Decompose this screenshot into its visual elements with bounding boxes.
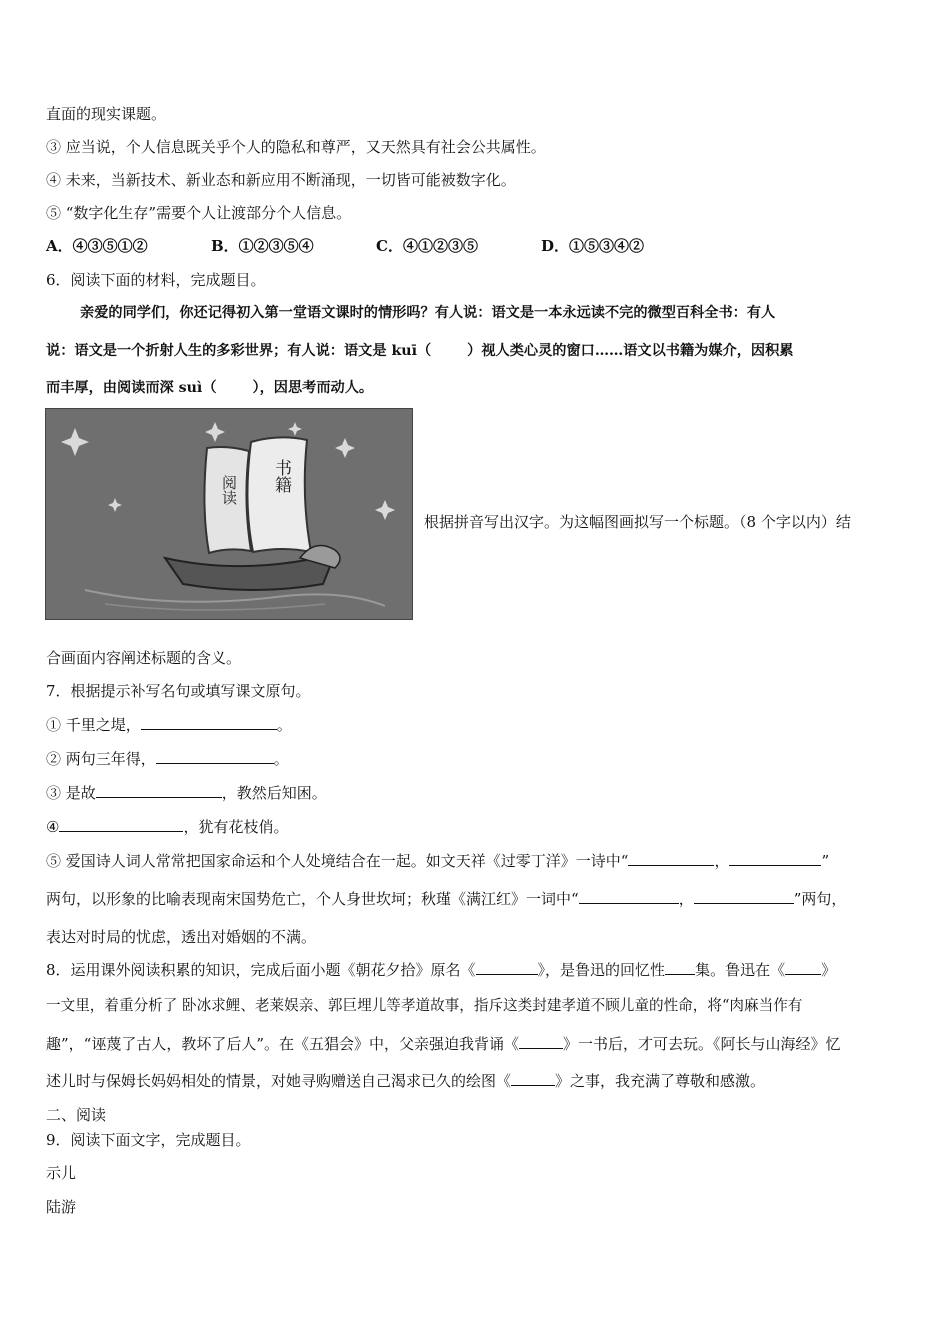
figure-side-text: 根据拼音写出汉字。为这幅图画拟写一个标题。（8 个字以内）结 (424, 513, 851, 531)
poem-author: 陆游 (46, 1198, 77, 1216)
statement-5: ⑤ “数字化生存”需要个人让渡部分个人信息。 (46, 204, 352, 222)
answer-blank[interactable] (579, 889, 679, 904)
figure-text-continued: 合画面内容阐述标题的含义。 (46, 649, 242, 667)
section-heading: 二、阅读 (46, 1106, 107, 1124)
statement-4: ④ 未来，当新技术、新业态和新应用不断涌现，一切皆可能被数字化。 (46, 171, 516, 189)
option-c[interactable]: C．④①②③⑤ (376, 237, 478, 255)
fill-line: ④ ，犹有花枝俏。 (46, 818, 289, 836)
answer-blank[interactable] (694, 889, 794, 904)
fill-line: ③ 是故 ，教然后知困。 (46, 784, 327, 802)
sail-left-text: 阅读 (220, 475, 238, 505)
sail-right-text: 书籍 (271, 459, 291, 493)
answer-blank[interactable] (476, 960, 538, 975)
option-d[interactable]: D．①⑤③④② (541, 237, 645, 255)
fill-line: ⑤ 爱国诗人词人常常把国家命运和个人处境结合在一起。如文天祥《过零丁洋》一诗中“ ， ” (46, 852, 830, 870)
answer-blank[interactable] (729, 851, 821, 866)
option-a[interactable]: A．④③⑤①② (46, 237, 148, 255)
text-line: 表达对时局的忧虑，透出对婚姻的不满。 (46, 928, 317, 946)
passage-line: 而丰厚，由阅读而深 suì（ ），因思考而动人。 (46, 380, 374, 396)
passage-line: 亲爱的同学们，你还记得初入第一堂语文课时的情形吗？有人说：语文是一本永远读不完的微型百科全书：有人 (80, 305, 776, 321)
question-8-line: 一文里，着重分析了 卧冰求鲤、老莱娱亲、郭巨埋儿等孝道故事，指斥这类封建孝道不顾儿童的性命，将“肉麻当作有 (46, 997, 803, 1014)
answer-blank[interactable] (511, 1071, 555, 1086)
question-8-line: 8．运用课外阅读积累的知识，完成后面小题《朝花夕拾》原名《 》，是鲁迅的回忆性 集。鲁迅在《 》 (46, 961, 837, 979)
book-sailboat-illustration (45, 408, 413, 620)
fill-line: ② 两句三年得， 。 (46, 750, 289, 768)
question-8-line: 趣”，“诬蔑了古人，教坏了后人”。在《五猖会》中，父亲强迫我背诵《 》一书后，才可去玩。《阿长与山海经》忆 (46, 1035, 841, 1053)
answer-blank[interactable] (785, 960, 821, 975)
answer-blank[interactable] (628, 851, 714, 866)
statement-3: ③ 应当说，个人信息既关乎个人的隐私和尊严，又天然具有社会公共属性。 (46, 138, 546, 156)
answer-blank[interactable] (141, 715, 277, 730)
question-6-heading: 6．阅读下面的材料，完成题目。 (46, 271, 266, 289)
answer-blank[interactable] (156, 749, 274, 764)
question-9-heading: 9．阅读下面文字，完成题目。 (46, 1131, 251, 1149)
question-8-line: 述儿时与保姆长妈妈相处的情景，对她寻购赠送自己渴求已久的绘图《 》之事，我充满了尊敬和感激。 (46, 1072, 766, 1090)
poem-title: 示儿 (46, 1164, 77, 1182)
answer-options (46, 236, 644, 256)
answer-blank[interactable] (59, 817, 183, 832)
answer-blank[interactable] (96, 783, 222, 798)
option-b[interactable]: B．①②③⑤④ (211, 237, 314, 255)
answer-blank[interactable] (519, 1034, 563, 1049)
fill-line: 两句，以形象的比喻表现南宋国势危亡，个人身世坎坷；秋瑾《满江红》一词中“ ， ”两句， (46, 890, 847, 908)
answer-blank[interactable] (665, 960, 695, 975)
text-line: 直面的现实课题。 (46, 105, 167, 123)
passage-line: 说：语文是一个折射人生的多彩世界；有人说：语文是 kuī（ ）视人类心灵的窗口……语文以书籍为媒介，因积累 (46, 343, 794, 359)
question-7-heading: 7．根据提示补写名句或填写课文原句。 (46, 682, 311, 700)
fill-line: ① 千里之堤， 。 (46, 716, 292, 734)
